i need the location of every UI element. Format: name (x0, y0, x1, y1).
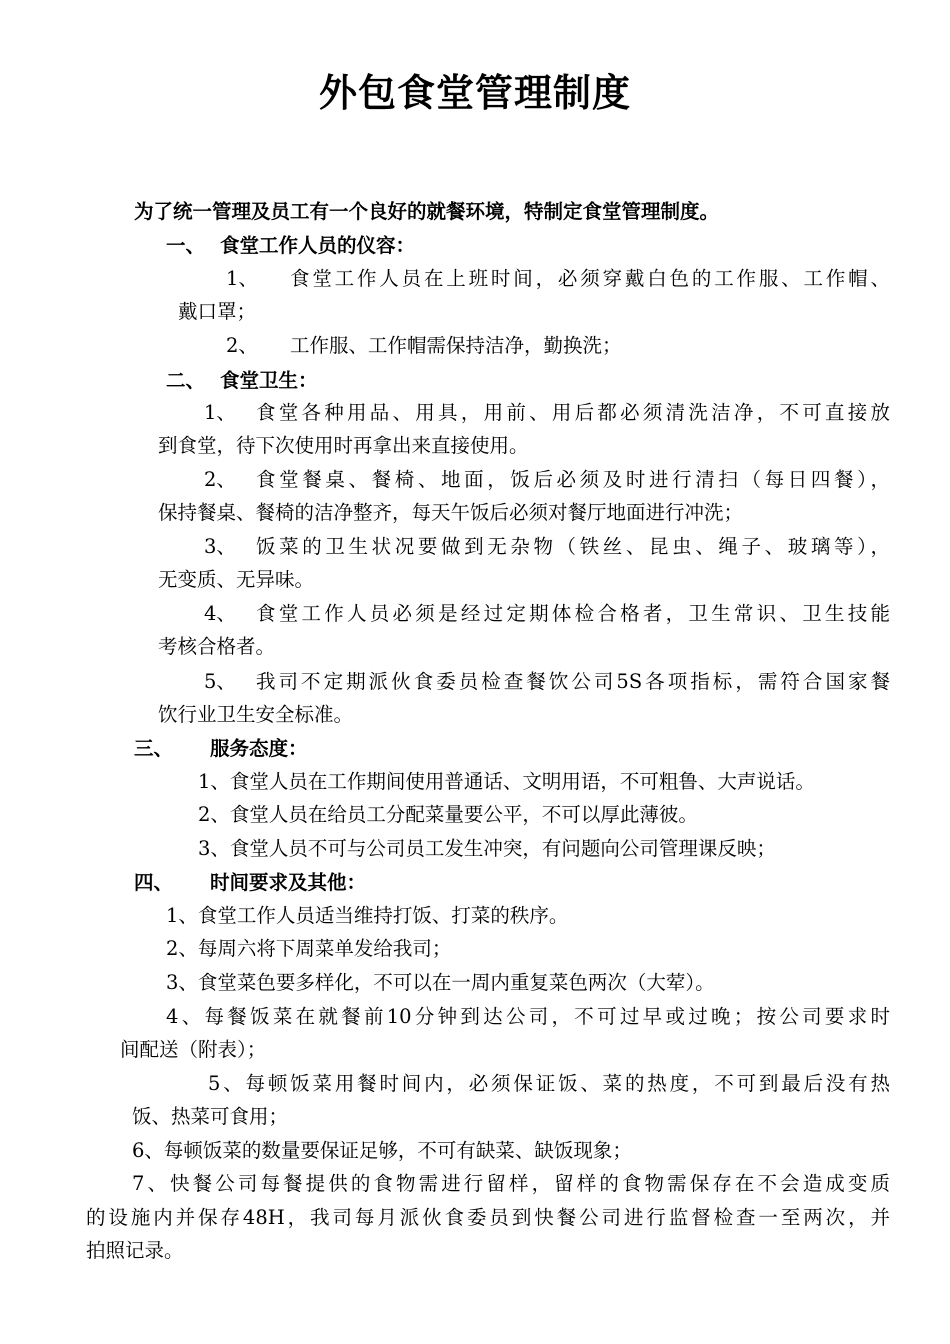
s2-item-2-line1: 食堂餐桌、餐椅、地面，饭后必须及时进行清扫（每日四餐）， (256, 468, 890, 491)
section-2-heading: 食堂卫生： (220, 369, 318, 392)
s4-item-7-line1: 7、快餐公司每餐提供的食物需进行留样，留样的食物需保存在不会造成变质 (132, 1172, 890, 1195)
s2-item-1-line1: 食堂各种用品、用具，用前、用后都必须清洗洁净，不可直接放 (256, 401, 890, 424)
s2-item-2-line2: 保持餐桌、餐椅的洁净整齐，每天午饭后必须对餐厅地面进行冲洗； (158, 501, 744, 524)
s3-item-2: 2、食堂人员在给员工分配菜量要公平，不可以厚此薄彼。 (198, 803, 698, 826)
s1-item-2-number: 2、 (226, 334, 258, 357)
s2-item-4-line2: 考核合格者。 (158, 635, 276, 658)
s2-item-5-line1: 我司不定期派伙食委员检查餐饮公司5S各项指标，需符合国家餐 (256, 670, 890, 693)
s2-item-5-number: 5、 (204, 670, 236, 693)
section-3-heading: 服务态度： (210, 737, 308, 760)
s2-item-1-line2: 到食堂，待下次使用时再拿出来直接使用。 (158, 434, 529, 457)
s2-item-4-line1: 食堂工作人员必须是经过定期体检合格者，卫生常识、卫生技能 (256, 602, 890, 625)
s1-item-1-line2: 戴口罩； (178, 300, 257, 323)
s4-item-2: 2、每周六将下周菜单发给我司； (166, 937, 452, 960)
s2-item-2-number: 2、 (204, 468, 236, 491)
intro-text: 为了统一管理及员工有一个良好的就餐环境，特制定食堂管理制度。 (134, 200, 720, 223)
page-title: 外包食堂管理制度 (318, 71, 631, 115)
s4-item-7-line2: 的设施内并保存48H，我司每月派伙食委员到快餐公司进行监督检查一至两次，并 (86, 1206, 890, 1229)
section-1-heading: 食堂工作人员的仪容： (220, 234, 416, 257)
s1-item-1-line1: 食堂工作人员在上班时间，必须穿戴白色的工作服、工作帽、 (290, 267, 890, 290)
section-3-number: 三、 (134, 737, 174, 760)
section-1-number: 一、 (166, 234, 206, 257)
section-4-heading: 时间要求及其他： (210, 871, 367, 894)
s4-item-4-line2: 间配送（附表）； (120, 1038, 267, 1061)
section-2-number: 二、 (166, 369, 206, 392)
s2-item-3-number: 3、 (204, 535, 236, 558)
s2-item-4-number: 4、 (204, 602, 236, 625)
section-4-number: 四、 (134, 871, 174, 894)
s3-item-1: 1、食堂人员在工作期间使用普通话、文明用语，不可粗鲁、大声说话。 (198, 770, 815, 793)
s4-item-1: 1、食堂工作人员适当维持打饭、打菜的秩序。 (166, 904, 569, 927)
s2-item-5-line2: 饮行业卫生安全标准。 (158, 703, 354, 726)
s4-item-3: 3、食堂菜色要多样化，不可以在一周内重复菜色两次（大荤）。 (166, 971, 715, 994)
s2-item-3-line2: 无变质、无异味。 (158, 568, 315, 591)
s4-item-5-line1: 5、每顿饭菜用餐时间内，必须保证饭、菜的热度，不可到最后没有热 (208, 1072, 890, 1095)
s1-item-2-line1: 工作服、工作帽需保持洁净，勤换洗； (290, 334, 622, 357)
s4-item-5-line2: 饭、热菜可食用； (132, 1105, 289, 1128)
s4-item-6: 6、每顿饭菜的数量要保证足够，不可有缺菜、缺饭现象； (132, 1139, 632, 1162)
s4-item-4-line1: 4、每餐饭菜在就餐前10分钟到达公司，不可过早或过晚；按公司要求时 (166, 1005, 890, 1028)
s2-item-3-line1: 饭菜的卫生状况要做到无杂物（铁丝、昆虫、绳子、玻璃等）， (256, 535, 890, 558)
s1-item-1-number: 1、 (226, 267, 258, 290)
s3-item-3: 3、食堂人员不可与公司员工发生冲突，有问题向公司管理课反映； (198, 837, 776, 860)
s4-item-7-line3: 拍照记录。 (86, 1239, 184, 1262)
s2-item-1-number: 1、 (204, 401, 236, 424)
